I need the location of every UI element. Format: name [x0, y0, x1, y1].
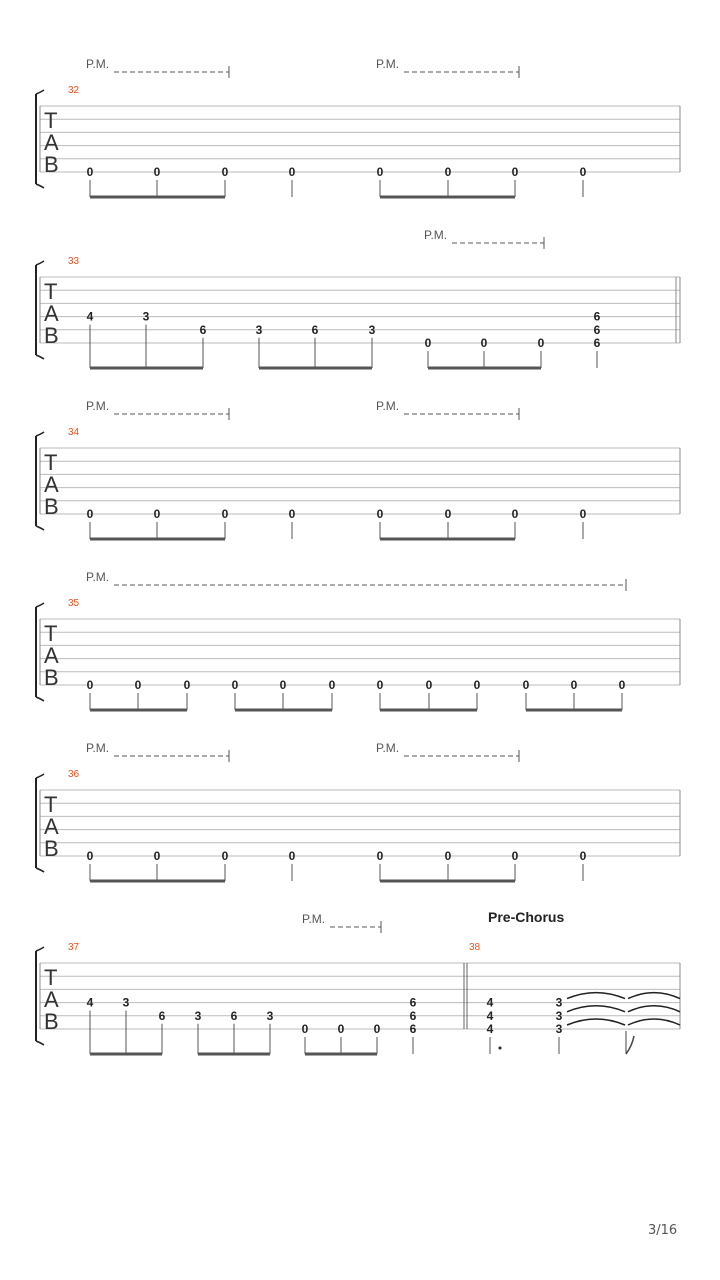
- tie-arc: [628, 1019, 680, 1025]
- tab-clef-letter: B: [44, 1009, 59, 1034]
- note-flag: [626, 1036, 634, 1054]
- fret-number: 0: [301, 1022, 309, 1036]
- fret-number: 4: [86, 309, 94, 324]
- fret-number: 0: [511, 849, 519, 863]
- palm-mute-label: P.M.: [86, 741, 110, 755]
- fret-number: 0: [86, 849, 94, 863]
- fret-number: 6: [593, 322, 601, 337]
- fret-number: 3: [255, 322, 263, 337]
- fret-number: 0: [221, 507, 229, 521]
- fret-number: 0: [480, 336, 488, 350]
- fret-number: 0: [376, 507, 384, 521]
- tab-clef-letter: B: [44, 836, 59, 861]
- palm-mute-label: P.M.: [86, 399, 110, 413]
- fret-number: 4: [486, 995, 494, 1010]
- palm-mute-label: P.M.: [86, 570, 110, 584]
- tab-clef-letter: T: [44, 108, 58, 133]
- fret-number: 0: [425, 678, 433, 692]
- tab-clef-letter: T: [44, 965, 58, 990]
- fret-number: 0: [618, 678, 626, 692]
- fret-number: 0: [86, 678, 94, 692]
- fret-number: 3: [122, 995, 130, 1010]
- palm-mute-label: P.M.: [376, 399, 400, 413]
- fret-number: 4: [86, 995, 94, 1010]
- page-number: 3/16: [648, 1223, 678, 1238]
- fret-number: 3: [555, 1008, 563, 1023]
- fret-number: 4: [486, 1008, 494, 1023]
- fret-number: 0: [579, 507, 587, 521]
- fret-number: 0: [579, 849, 587, 863]
- measure-number: 34: [68, 427, 80, 438]
- fret-number: 0: [511, 507, 519, 521]
- tie-arc: [567, 1006, 625, 1012]
- fret-number: 6: [311, 322, 319, 337]
- fret-number: 0: [511, 165, 519, 179]
- fret-number: 3: [555, 1022, 563, 1036]
- measure-number: 35: [68, 598, 80, 609]
- fret-number: 6: [409, 995, 417, 1010]
- fret-number: 6: [593, 309, 601, 324]
- fret-number: 0: [570, 678, 578, 692]
- fret-number: 0: [537, 336, 545, 350]
- fret-number: 6: [409, 1022, 417, 1036]
- fret-number: 0: [444, 165, 452, 179]
- fret-number: 3: [555, 995, 563, 1010]
- fret-number: 6: [409, 1008, 417, 1023]
- fret-number: 0: [328, 678, 336, 692]
- fret-number: 6: [199, 322, 207, 337]
- fret-number: 0: [288, 507, 296, 521]
- tie-arc: [567, 993, 625, 999]
- fret-number: 0: [134, 678, 142, 692]
- measure-number: 33: [68, 256, 80, 267]
- fret-number: 0: [376, 849, 384, 863]
- fret-number: 3: [266, 1008, 274, 1023]
- tab-clef-letter: A: [44, 643, 59, 668]
- measure-number: 38: [469, 942, 481, 953]
- fret-number: 0: [288, 849, 296, 863]
- fret-number: 6: [158, 1008, 166, 1023]
- fret-number: 0: [221, 849, 229, 863]
- fret-number: 6: [593, 336, 601, 350]
- tab-clef-letter: T: [44, 621, 58, 646]
- fret-number: 0: [337, 1022, 345, 1036]
- fret-number: 0: [183, 678, 191, 692]
- tie-arc: [567, 1019, 625, 1025]
- fret-number: 0: [473, 678, 481, 692]
- fret-number: 0: [279, 678, 287, 692]
- fret-number: 0: [153, 165, 161, 179]
- fret-number: 0: [86, 507, 94, 521]
- fret-number: 0: [373, 1022, 381, 1036]
- fret-number: 0: [424, 336, 432, 350]
- fret-number: 0: [221, 165, 229, 179]
- tie-arc: [628, 993, 680, 999]
- fret-number: 4: [486, 1022, 494, 1036]
- fret-number: 0: [153, 507, 161, 521]
- fret-number: 0: [288, 165, 296, 179]
- tab-clef-letter: B: [44, 494, 59, 519]
- fret-number: 6: [230, 1008, 238, 1023]
- fret-number: 0: [444, 849, 452, 863]
- tab-clef-letter: B: [44, 323, 59, 348]
- fret-number: 0: [579, 165, 587, 179]
- fret-number: 3: [194, 1008, 202, 1023]
- tab-clef-letter: T: [44, 792, 58, 817]
- palm-mute-label: P.M.: [302, 912, 326, 926]
- tab-clef-letter: T: [44, 450, 58, 475]
- tab-clef-letter: A: [44, 987, 59, 1012]
- fret-number: 0: [522, 678, 530, 692]
- measure-number: 37: [68, 942, 80, 953]
- tab-clef-letter: A: [44, 814, 59, 839]
- palm-mute-label: P.M.: [376, 741, 400, 755]
- fret-number: 0: [376, 678, 384, 692]
- tab-clef-letter: B: [44, 152, 59, 177]
- measure-number: 36: [68, 769, 80, 780]
- dotted-note-dot: [499, 1047, 502, 1050]
- section-marker: Pre-Chorus: [488, 909, 565, 925]
- palm-mute-label: P.M.: [86, 57, 110, 71]
- fret-number: 3: [368, 322, 376, 337]
- palm-mute-label: P.M.: [424, 228, 448, 242]
- tab-clef-letter: A: [44, 472, 59, 497]
- fret-number: 0: [86, 165, 94, 179]
- fret-number: 0: [376, 165, 384, 179]
- tab-clef-letter: T: [44, 279, 58, 304]
- palm-mute-label: P.M.: [376, 57, 400, 71]
- fret-number: 3: [142, 309, 150, 324]
- tab-clef-letter: A: [44, 130, 59, 155]
- fret-number: 0: [231, 678, 239, 692]
- tab-clef-letter: B: [44, 665, 59, 690]
- tie-arc: [628, 1006, 680, 1012]
- fret-number: 0: [444, 507, 452, 521]
- tab-clef-letter: A: [44, 301, 59, 326]
- measure-number: 32: [68, 85, 80, 96]
- fret-number: 0: [153, 849, 161, 863]
